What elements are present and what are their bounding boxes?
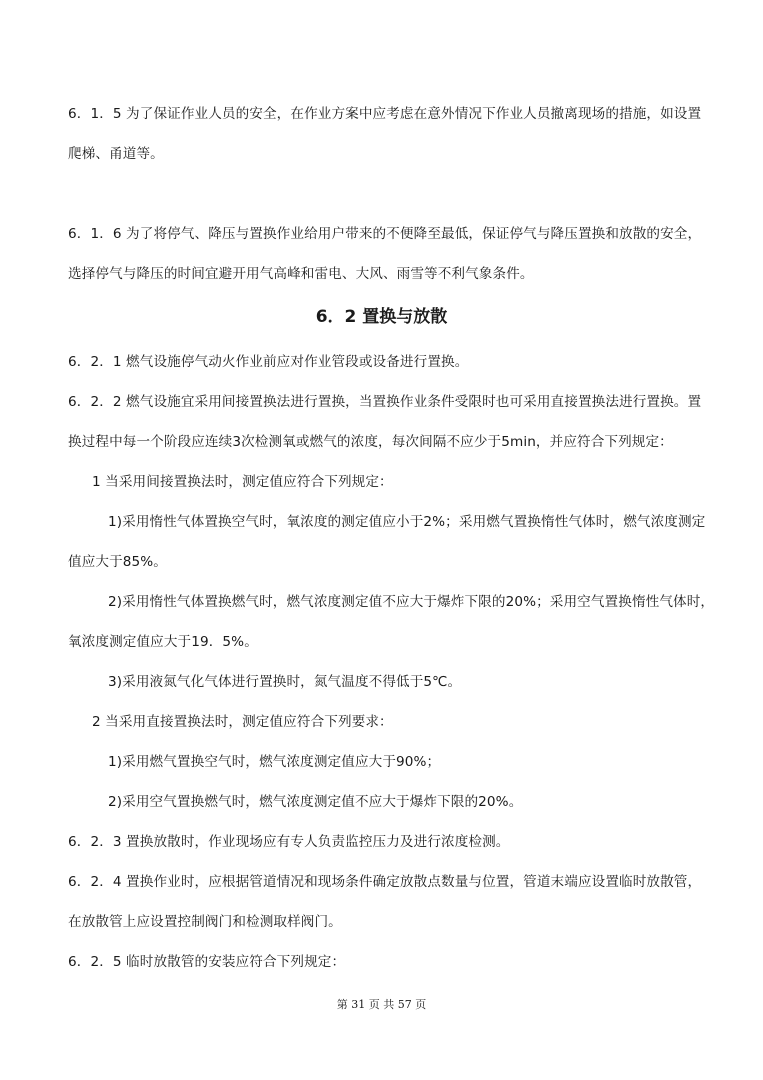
clause-6-2-3: 6．2．3 置换放散时，作业现场应有专人负责监控压力及进行浓度检测。 xyxy=(68,834,510,850)
clause-6-2-2-line-2: 换过程中每一个阶段应连续3次检测氧或燃气的浓度，每次间隔不应少于5min，并应符合下列规定： xyxy=(68,434,673,450)
clause-6-2-2-item-1-b-line-2: 氧浓度测定值应大于19．5%。 xyxy=(68,634,258,650)
clause-6-2-2-item-2: 2 当采用直接置换法时，测定值应符合下列要求： xyxy=(92,714,393,730)
clause-6-2-2-item-1-c: 3)采用液氮气化气体进行置换时，氮气温度不得低于5℃。 xyxy=(108,674,462,690)
clause-6-2-2-item-1-a-line-2: 值应大于85%。 xyxy=(68,554,167,570)
clause-6-2-2-item-1: 1 当采用间接置换法时，测定值应符合下列规定： xyxy=(92,474,393,490)
clause-6-1-5-line-1: 6．1．5 为了保证作业人员的安全，在作业方案中应考虑在意外情况下作业人员撤离现场的措施，如设置 xyxy=(68,106,702,122)
clause-6-2-5: 6．2．5 临时放散管的安装应符合下列规定： xyxy=(68,954,346,970)
clause-6-1-5-line-2: 爬梯、甬道等。 xyxy=(68,146,164,162)
section-heading-6-2: 6．2 置换与放散 xyxy=(315,307,448,327)
clause-6-2-4-line-2: 在放散管上应设置控制阀门和检测取样阀门。 xyxy=(68,914,342,930)
page-number-footer: 第 31 页 共 57 页 xyxy=(336,998,427,1011)
clause-6-1-6-line-1: 6．1．6 为了将停气、降压与置换作业给用户带来的不便降至最低，保证停气与降压置换和放散的安全， xyxy=(68,226,702,242)
clause-6-2-2-line-1: 6．2．2 燃气设施宜采用间接置换法进行置换，当置换作业条件受限时也可采用直接置换法进行置换。置 xyxy=(68,394,702,410)
clause-6-1-6-line-2: 选择停气与降压的时间宜避开用气高峰和雷电、大风、雨雪等不利气象条件。 xyxy=(68,266,534,282)
clause-6-2-2-item-2-a: 1)采用燃气置换空气时，燃气浓度测定值应大于90%； xyxy=(108,754,441,770)
clause-6-2-2-item-1-a-line-1: 1)采用惰性气体置换空气时，氧浓度的测定值应小于2%；采用燃气置换惰性气体时，燃气浓度测定 xyxy=(108,514,706,530)
clause-6-2-2-item-1-b-line-1: 2)采用惰性气体置换燃气时，燃气浓度测定值不应大于爆炸下限的20%；采用空气置换惰性气体时， xyxy=(108,594,715,610)
clause-6-2-1: 6．2．1 燃气设施停气动火作业前应对作业管段或设备进行置换。 xyxy=(68,354,469,370)
clause-6-2-4-line-1: 6．2．4 置换作业时，应根据管道情况和现场条件确定放散点数量与位置，管道末端应设置临时放散管， xyxy=(68,874,702,890)
clause-6-2-2-item-2-b: 2)采用空气置换燃气时，燃气浓度测定值不应大于爆炸下限的20%。 xyxy=(108,794,523,810)
